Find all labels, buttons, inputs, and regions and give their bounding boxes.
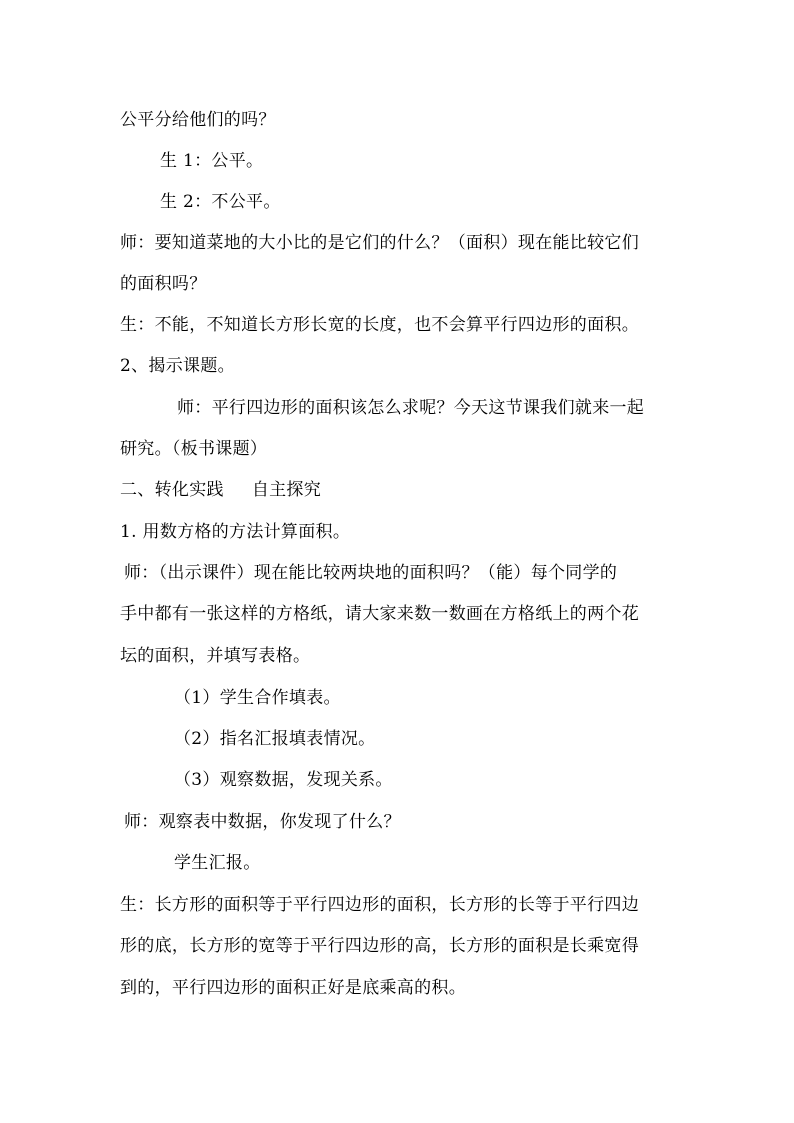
text-line-22: 到的，平行四边形的面积正好是底乘高的积。 — [120, 978, 466, 998]
text-line-11: 1. 用数方格的方法计算面积。 — [120, 522, 351, 542]
text-line-20: 生：长方形的面积等于平行四边形的面积，长方形的长等于平行四边 — [120, 895, 639, 915]
text-line-16: （2）指名汇报填表情况。 — [174, 729, 376, 749]
section-heading-part2: 自主探究 — [251, 480, 322, 500]
text-line-17: （3）观察数据，发现关系。 — [174, 770, 393, 790]
text-line-13: 手中都有一张这样的方格纸，请大家来数一数画在方格纸上的两个花 — [120, 604, 639, 624]
text-line-3: 生 2：不公平。 — [160, 192, 281, 212]
text-line-19: 学生汇报。 — [174, 853, 261, 873]
text-line-7: 2、揭示课题。 — [120, 356, 235, 376]
text-line-18: 师：观察表中数据，你发现了什么？ — [124, 812, 401, 832]
section-heading — [120, 478, 321, 502]
text-line-15: （1）学生合作填表。 — [174, 688, 341, 708]
text-line-6: 生：不能，不知道长方形长宽的长度，也不会算平行四边形的面积。 — [120, 315, 639, 335]
section-heading-part1: 二、转化实践 — [120, 480, 224, 500]
text-line-14: 坛的面积，并填写表格。 — [120, 646, 311, 666]
text-line-12: 师：（出示课件）现在能比较两块地的面积吗？（能）每个同学的 — [124, 563, 618, 583]
text-line-4: 师：要知道菜地的大小比的是它们的什么？（面积）现在能比较它们 — [120, 233, 639, 253]
text-line-8: 师：平行四边形的面积该怎么求呢？今天这节课我们就来一起 — [177, 398, 645, 418]
text-line-2: 生 1：公平。 — [160, 151, 264, 171]
text-line-1: 公平分给他们的吗？ — [120, 110, 276, 130]
text-line-5: 的面积吗？ — [120, 274, 207, 294]
text-line-9: 研究。（板书课题） — [120, 439, 268, 459]
text-line-21: 形的底，长方形的宽等于平行四边形的高，长方形的面积是长乘宽得 — [120, 936, 639, 956]
